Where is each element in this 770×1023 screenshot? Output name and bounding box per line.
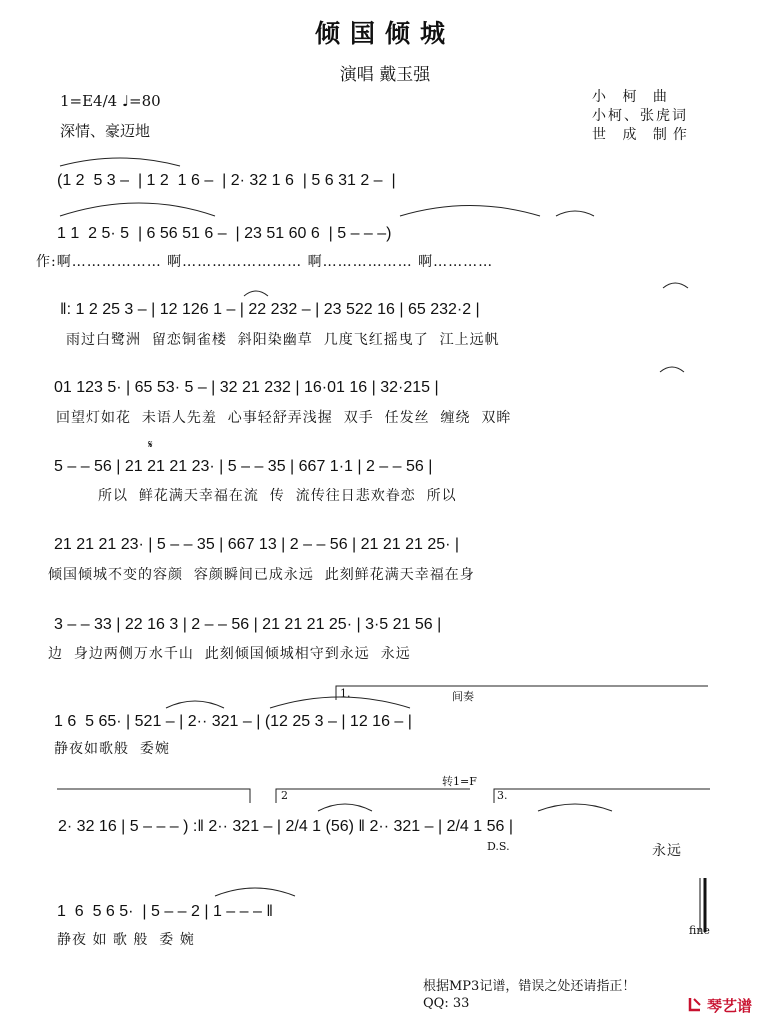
lyricist-credit: 小柯、张虎词	[592, 108, 688, 124]
composer-credit: 小 柯 曲	[592, 89, 673, 105]
slur-line-8a	[166, 701, 224, 708]
lyrics-line-2: 作:啊……………… 啊…………………… 啊……………… 啊…………	[36, 254, 494, 270]
score-line-9: 2· 32 16 | 5 – – – ) :‖ 2·· 321 – | 2/4 1 (56) ‖ 2·· 321 – | 2/4 1 56 |	[58, 818, 513, 835]
score-line-1: (1 2 5 3 – | 1 2 1 6 – | 2· 32 1 6 | 5 6 31 2 – |	[57, 172, 396, 189]
slur-line-2b	[400, 206, 540, 217]
score-line-6: 21 21 21 23· | 5 – – 35 | 667 13 | 2 – – 56 | 21 21 21 25· |	[54, 536, 460, 553]
slur-line-4a	[660, 367, 684, 372]
lyrics-line-10: 静夜 如 歌 般 委 婉	[57, 932, 195, 948]
modulation-label: 转1=F	[442, 775, 477, 788]
score-line-7: 3 – – 33 | 22 16 3 | 2 – – 56 | 21 21 21 25· | 3·5 21 56 |	[54, 616, 442, 633]
slur-line-3a	[244, 291, 268, 296]
volta-1-label: 1.	[340, 687, 351, 700]
slur-line-9b	[538, 804, 612, 811]
volta-2-label: 2	[281, 789, 288, 802]
score-line-3: ‖: 1 2 25 3 – | 12 126 1 – | 22 232 – | 23 522 16 | 65 232·2 |	[60, 301, 480, 318]
brand-name: 琴艺谱	[707, 997, 753, 1015]
key-tempo: 1=E4/4 ♩=80	[60, 92, 161, 110]
slur-line-1a	[60, 158, 180, 166]
slur-line-10a	[215, 888, 295, 896]
transcription-note: 根据MP3记谱，错误之处还请指正！	[423, 979, 636, 994]
expression-marking: 深情、豪迈地	[60, 122, 151, 140]
final-barline	[700, 878, 705, 932]
segno-mark: 𝄋	[148, 438, 153, 451]
brand-icon	[687, 996, 703, 1012]
fine-mark: fine	[689, 924, 710, 937]
qq-contact: QQ: 33	[423, 996, 470, 1011]
brand-logo	[687, 994, 759, 1016]
lyrics-line-8: 静夜如歌般 委婉	[54, 741, 170, 757]
lyrics-line-5: 所以 鲜花满天幸福在流 传 流传往日悲欢眷恋 所以	[98, 488, 457, 504]
lyrics-line-7: 边 身边两侧万水千山 此刻倾国倾城相守到永远 永远	[48, 646, 411, 662]
lyrics-line-4: 回望灯如花 未语人先羞 心事轻舒弄浅握 双手 任发丝 缠绕 双眸	[56, 410, 512, 426]
volta-2-bracket	[276, 789, 470, 803]
volta-3-bracket	[494, 789, 710, 803]
singer-line: 演唱 戴玉强	[339, 65, 431, 85]
slur-line-9a	[318, 804, 372, 811]
slur-line-2c	[556, 211, 594, 216]
volta-3-label: 3.	[497, 789, 508, 802]
lyrics-line-3: 雨过白鹭洲 留恋铜雀楼 斜阳染幽草 几度飞红摇曳了 江上远帆	[66, 332, 500, 348]
score-line-2: 1 1 2 5· 5 | 6 56 51 6 – | 23 51 60 6 | 5 – – –)	[57, 225, 392, 242]
lyrics-line-6: 倾国倾城不变的容颜 容颜瞬间已成永远 此刻鲜花满天幸福在身	[48, 567, 475, 583]
score-line-8: 1 6 5 65· | 521 – | 2·· 321 – | (12 25 3 – | 12 16 – |	[54, 713, 412, 730]
line-9-leadin-bracket	[57, 789, 250, 803]
score-line-10: 1 6 5 6 5· | 5 – – 2 | 1 – – – ‖	[57, 903, 273, 920]
lyrics-line-9: 永远	[652, 843, 682, 859]
slur-line-8b	[270, 697, 410, 708]
slur-line-3b	[663, 283, 688, 288]
score-line-4: 01 123 5· | 65 53· 5 – | 32 21 232 | 16·01 16 | 32·215 |	[54, 379, 439, 396]
song-title: 倾国倾城	[314, 19, 455, 48]
score-line-5: 5 – – 56 | 21 21 21 23· | 5 – – 35 | 667 1·1 | 2 – – 56 |	[54, 458, 433, 475]
ds-mark: D.S.	[487, 840, 510, 853]
volta-1-bracket	[336, 686, 708, 700]
interlude-label: 间奏	[452, 690, 474, 703]
producer-credit: 世 成 制作	[592, 127, 693, 143]
slur-line-2a	[60, 203, 215, 216]
